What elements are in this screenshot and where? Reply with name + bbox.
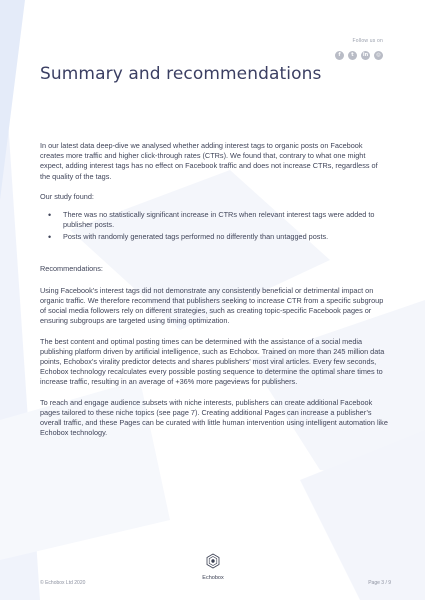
social-icons bbox=[335, 51, 383, 60]
footer-copyright: © Echobox Ltd 2020 bbox=[40, 580, 86, 586]
page-title: Summary and recommendations bbox=[40, 64, 322, 84]
echobox-logo bbox=[200, 553, 226, 581]
instagram-icon[interactable]: ◎ bbox=[374, 51, 383, 60]
follow-us-label: Follow us on bbox=[352, 38, 383, 44]
logo-text: Echobox bbox=[202, 575, 224, 581]
follow-us bbox=[335, 38, 383, 60]
footer-page-number: Page 3 / 9 bbox=[368, 580, 391, 586]
recommendation-paragraph: The best content and optimal posting times can be determined with the assistance of a social media publishing platform driven by artificial intelligence, such as Echobox. Trained on more than 245 million data points, Echobox’s virality predictor detects and shares publishers’ most viral articles. Every few seconds, Echobox technology recalculates every possible posting sequence to determine the optimal share times to increase traffic, resulting in an average of +36% more pageviews for publishers. bbox=[40, 336, 385, 387]
list-item bbox=[40, 232, 388, 242]
finding-text: Posts with randomly generated tags performed no differently than untagged posts. bbox=[63, 232, 329, 242]
intro-paragraph: In our latest data deep-dive we analysed whether adding interest tags to organic posts on Facebook creates more traffic and higher click-through rates (CTRs). We found that, contrary to what one might expect, adding interest tags has no effect on Facebook traffic and does not increase CTRs, regardless of the quality of the tags. bbox=[40, 141, 378, 181]
recommendation-paragraph: To reach and engage audience subsets with niche interests, publishers can create additional Facebook pages tailored to these niche topics (see page 7). Creating additional Pages can increase a publisher’s overall traffic, and these Pages can be curated with little human intervention using intelligent automation like Echobox technology. bbox=[40, 397, 388, 438]
recommendation-paragraph: Using Facebook’s interest tags did not demonstrate any consistently beneficial or detrimental impact on organic traffic. We therefore recommend that publishers seeking to increase CTR from a specific subgroup of social media followers rely on different strategies, such as creating topic-specific Facebook pages or ensuring subgroups are targeted using timing optimization. bbox=[40, 285, 384, 326]
finding-text: There was no statistically significant increase in CTRs when relevant interest tags were added to publisher posts. bbox=[63, 210, 375, 230]
list-item bbox=[40, 210, 388, 230]
twitter-icon[interactable]: t bbox=[348, 51, 357, 60]
study-label: Our study found: bbox=[40, 191, 94, 201]
main-content bbox=[40, 141, 388, 448]
bullet-icon: • bbox=[48, 210, 52, 221]
bullet-icon: • bbox=[48, 232, 52, 243]
facebook-icon[interactable]: f bbox=[335, 51, 344, 60]
findings-list bbox=[40, 210, 388, 243]
linkedin-icon[interactable]: in bbox=[362, 52, 369, 58]
recommendations-heading: Recommendations: bbox=[40, 263, 103, 273]
echobox-logo-icon bbox=[206, 553, 220, 569]
